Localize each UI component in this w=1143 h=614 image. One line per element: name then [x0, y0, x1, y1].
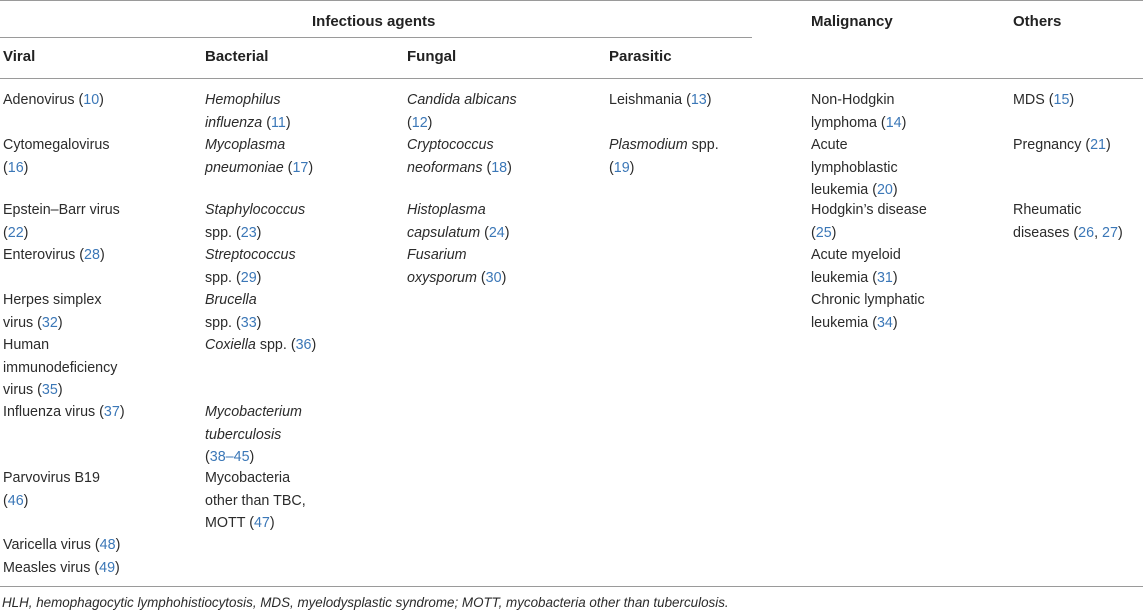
cell-line: [205, 289, 395, 312]
cell-text: Enterovirus (: [3, 247, 85, 263]
cell-line: [3, 379, 193, 402]
cell-text: (: [407, 114, 412, 131]
reference-link[interactable]: 32: [41, 314, 58, 331]
table-cell-viral: [3, 467, 193, 512]
cell-text: virus (: [3, 314, 42, 331]
table-footnote: HLH, hemophagocytic lymphohistiocytosis, MDS, myelodysplastic syndrome; MOTT, mycobacteria other than tuberculosis.: [2, 595, 729, 610]
cell-text: ): [256, 269, 262, 286]
cell-text: ): [115, 560, 120, 576]
italic-term: Brucella: [205, 292, 257, 308]
reference-link[interactable]: 46: [7, 492, 24, 509]
cell-text: ): [256, 314, 262, 331]
cell-line: [407, 112, 597, 135]
cell-line: [205, 401, 395, 424]
cell-text: Adenovirus (: [3, 92, 84, 108]
reference-link[interactable]: 37: [103, 404, 120, 420]
cell-text: ): [115, 537, 121, 553]
cell-text: spp. (: [205, 314, 241, 331]
cell-text: ): [706, 92, 712, 108]
cell-line: [3, 534, 193, 557]
cell-text: Non-Hodgkin: [811, 92, 895, 108]
header-viral: Viral: [3, 48, 36, 65]
reference-link[interactable]: 23: [240, 224, 257, 241]
table-cell-bacterial: [205, 199, 395, 244]
cell-text: ): [427, 114, 433, 131]
cell-text: spp. (: [205, 224, 241, 241]
reference-link[interactable]: 33: [240, 314, 257, 331]
bottom-rule: [0, 586, 1143, 587]
table-cell-others: [1013, 134, 1141, 157]
cell-text: Mycobacteria: [205, 470, 291, 486]
reference-link[interactable]: 27: [1102, 224, 1118, 241]
cell-line: [811, 289, 1001, 312]
cell-text: Measles virus (: [3, 560, 100, 576]
cell-line: [205, 222, 395, 245]
italic-term: Histoplasma: [407, 202, 486, 218]
cell-text: (: [480, 224, 489, 241]
header-bottom-rule: [0, 78, 1143, 79]
reference-link[interactable]: 28: [84, 247, 100, 263]
cell-text: (: [262, 114, 271, 131]
cell-line: [811, 157, 1001, 180]
table-cell-bacterial: [205, 334, 395, 357]
italic-term: Candida albicans: [407, 92, 517, 108]
cell-text: lymphoma (: [811, 114, 886, 131]
cell-text: (: [205, 449, 210, 465]
italic-term: Staphylococcus: [205, 202, 306, 218]
cell-line: [3, 490, 193, 513]
cell-text: ): [308, 159, 314, 176]
cell-text: (: [3, 492, 8, 509]
cell-text: ): [57, 314, 63, 331]
cell-text: ): [892, 182, 898, 198]
table-cell-viral: [3, 401, 193, 424]
cell-text: ): [629, 159, 635, 176]
cell-text: ): [901, 114, 907, 131]
cell-text: Herpes simplex: [3, 292, 102, 308]
header-malignancy: Malignancy: [811, 13, 893, 30]
cell-text: lymphoblastic: [811, 159, 898, 176]
cell-line: [407, 134, 597, 157]
table-cell-fungal: [407, 89, 597, 134]
cell-text: (: [3, 159, 8, 176]
cell-text: ): [23, 159, 29, 176]
cell-line: [205, 512, 395, 535]
cell-line: [811, 112, 1001, 135]
cell-line: [3, 199, 193, 222]
cell-line: [609, 157, 799, 180]
cell-text: Acute myeloid: [811, 247, 901, 263]
header-others: Others: [1013, 13, 1062, 30]
cell-line: [3, 222, 193, 245]
cell-line: [205, 424, 395, 447]
header-parasitic: Parasitic: [609, 48, 672, 65]
cell-line: [3, 89, 193, 112]
table-cell-malignancy: [811, 289, 1001, 334]
cell-text: MOTT (: [205, 515, 254, 531]
cell-text: (: [283, 159, 293, 176]
cell-text: spp.: [687, 137, 719, 153]
table-cell-bacterial: [205, 244, 395, 289]
reference-link[interactable]: 22: [7, 224, 24, 241]
cell-line: [609, 89, 799, 112]
table-cell-viral: [3, 334, 193, 402]
reference-link[interactable]: 19: [613, 159, 630, 176]
cell-line: [3, 157, 193, 180]
cell-line: [205, 467, 395, 490]
table-cell-bacterial: [205, 401, 395, 469]
italic-term: Streptococcus: [205, 247, 296, 263]
cell-line: [1013, 199, 1141, 222]
cell-text: Varicella virus (: [3, 537, 100, 553]
cell-line: [3, 357, 193, 380]
table-cell-parasitic: [609, 134, 799, 179]
cell-text: (: [811, 224, 816, 241]
cell-text: ): [249, 449, 255, 465]
cell-text: leukemia (: [811, 314, 877, 331]
cell-text: ): [269, 515, 275, 531]
italic-term: Mycoplasma: [205, 137, 286, 153]
cell-text: ): [99, 247, 105, 263]
reference-link[interactable]: 14: [885, 114, 902, 131]
cell-text: ): [831, 224, 837, 241]
cell-text: ): [892, 269, 898, 286]
cell-text: leukemia (: [811, 182, 877, 198]
header-bacterial: Bacterial: [205, 48, 269, 65]
table-cell-malignancy: [811, 134, 1001, 202]
cell-text: ): [285, 114, 291, 131]
table-cell-malignancy: [811, 89, 1001, 134]
cell-text: ): [1106, 137, 1111, 153]
cell-text: virus (: [3, 382, 42, 398]
cell-text: Hodgkin’s disease: [811, 202, 927, 218]
reference-link[interactable]: 15: [1053, 92, 1070, 108]
table-cell-fungal: [407, 134, 597, 179]
cell-line: [811, 312, 1001, 335]
cell-text: ): [504, 224, 510, 241]
cell-text: (: [476, 269, 486, 286]
table-cell-bacterial: [205, 467, 395, 535]
cell-line: [205, 334, 395, 357]
reference-link[interactable]: 35: [41, 382, 58, 398]
cell-text: ,: [1094, 224, 1103, 241]
cell-line: [1013, 89, 1141, 112]
cell-text: Acute: [811, 137, 848, 153]
cell-line: [3, 557, 193, 580]
cell-line: [407, 157, 597, 180]
reference-link[interactable]: 24: [488, 224, 505, 241]
reference-link[interactable]: 26: [1078, 224, 1095, 241]
header-infectious-agents: Infectious agents: [312, 13, 436, 30]
cell-text: spp. (: [205, 269, 241, 286]
reference-link[interactable]: 36: [295, 337, 312, 353]
reference-link[interactable]: 38–45: [209, 449, 250, 465]
italic-term: Mycobacterium: [205, 404, 302, 420]
cell-line: [811, 134, 1001, 157]
cell-text: Chronic lymphatic: [811, 292, 925, 308]
reference-link[interactable]: 11: [270, 114, 286, 131]
reference-link[interactable]: 13: [690, 92, 707, 108]
table-cell-viral: [3, 134, 193, 179]
table-cell-bacterial: [205, 134, 395, 179]
table-cell-viral: [3, 557, 193, 580]
cell-line: [3, 467, 193, 490]
reference-link[interactable]: 31: [876, 269, 893, 286]
cell-line: [407, 244, 597, 267]
cell-line: [407, 89, 597, 112]
cell-text: ): [892, 314, 898, 331]
cell-text: ): [1069, 92, 1075, 108]
table-cell-bacterial: [205, 289, 395, 334]
cell-text: Rheumatic: [1013, 202, 1082, 218]
cell-line: [3, 244, 193, 267]
table-cell-viral: [3, 89, 193, 112]
italic-term: tuberculosis: [205, 426, 282, 443]
cell-text: Parvovirus B19: [3, 470, 100, 486]
table-cell-fungal: [407, 199, 597, 244]
cell-text: ): [501, 269, 507, 286]
cell-line: [811, 199, 1001, 222]
cell-text: leukemia (: [811, 269, 877, 286]
cell-line: [3, 334, 193, 357]
reference-link[interactable]: 48: [99, 537, 116, 553]
italic-term: Hemophilus: [205, 92, 281, 108]
italic-term: oxysporum: [407, 269, 477, 286]
cell-text: ): [23, 492, 29, 509]
cell-line: [205, 199, 395, 222]
cell-text: ): [507, 159, 512, 176]
table-cell-viral: [3, 289, 193, 334]
table-cell-bacterial: [205, 89, 395, 134]
top-rule: [0, 0, 1143, 1]
cell-line: [811, 89, 1001, 112]
cell-line: [811, 222, 1001, 245]
reference-link[interactable]: 21: [1090, 137, 1106, 153]
reference-link[interactable]: 18: [491, 159, 508, 176]
cell-line: [3, 312, 193, 335]
cell-text: ): [256, 224, 262, 241]
reference-link[interactable]: 47: [253, 515, 270, 531]
cell-line: [3, 134, 193, 157]
reference-link[interactable]: 17: [292, 159, 309, 176]
cell-line: [3, 401, 193, 424]
cell-text: Leishmania (: [609, 92, 691, 108]
cell-line: [407, 199, 597, 222]
cell-text: diseases (: [1013, 224, 1079, 241]
cell-text: Epstein–Barr virus: [3, 202, 120, 218]
cell-text: ): [311, 337, 317, 353]
table-cell-fungal: [407, 244, 597, 289]
cell-text: spp. (: [255, 337, 296, 353]
cell-line: [407, 267, 597, 290]
reference-link[interactable]: 30: [485, 269, 502, 286]
italic-term: Coxiella: [205, 337, 256, 353]
cell-line: [811, 244, 1001, 267]
cell-line: [205, 157, 395, 180]
table-cell-viral: [3, 244, 193, 267]
cell-line: [205, 89, 395, 112]
cell-text: ): [99, 92, 104, 108]
cell-text: ): [1117, 224, 1123, 241]
table-cell-others: [1013, 89, 1141, 112]
group-underline-rule: [0, 37, 752, 38]
italic-term: capsulatum: [407, 224, 481, 241]
table-cell-malignancy: [811, 244, 1001, 289]
header-fungal: Fungal: [407, 48, 457, 65]
cell-text: ): [57, 382, 63, 398]
cell-line: [205, 446, 395, 469]
cell-text: (: [3, 224, 8, 241]
cell-text: MDS (: [1013, 92, 1054, 108]
cell-text: (: [482, 159, 492, 176]
cell-line: [205, 244, 395, 267]
cell-text: (: [609, 159, 614, 176]
table-cell-others: [1013, 199, 1141, 244]
italic-term: Plasmodium: [609, 137, 688, 153]
cell-text: ): [23, 224, 29, 241]
table-cell-parasitic: [609, 89, 799, 112]
cell-text: Influenza virus (: [3, 404, 104, 420]
reference-link[interactable]: 29: [240, 269, 257, 286]
cell-line: [811, 267, 1001, 290]
reference-link[interactable]: 49: [99, 560, 116, 576]
reference-link[interactable]: 20: [876, 182, 893, 198]
cell-text: Pregnancy (: [1013, 137, 1091, 153]
reference-link[interactable]: 12: [411, 114, 428, 131]
cell-text: other than TBC,: [205, 492, 306, 509]
cell-line: [407, 222, 597, 245]
reference-link[interactable]: 25: [815, 224, 832, 241]
italic-term: pneumoniae: [205, 159, 284, 176]
reference-link[interactable]: 16: [7, 159, 24, 176]
italic-term: Cryptococcus: [407, 137, 494, 153]
cell-line: [205, 134, 395, 157]
cell-line: [609, 134, 799, 157]
cell-text: immunodeficiency: [3, 359, 118, 376]
reference-link[interactable]: 10: [83, 92, 100, 108]
table-cell-malignancy: [811, 199, 1001, 244]
cell-line: [1013, 134, 1141, 157]
table-cell-viral: [3, 199, 193, 244]
table-cell-viral: [3, 534, 193, 557]
cell-line: [205, 112, 395, 135]
cell-line: [1013, 222, 1141, 245]
italic-term: neoformans: [407, 159, 483, 176]
cell-text: Cytomegalovirus: [3, 137, 110, 153]
reference-link[interactable]: 34: [876, 314, 893, 331]
cell-line: [205, 267, 395, 290]
cell-line: [205, 312, 395, 335]
cell-text: Human: [3, 337, 50, 353]
cell-line: [205, 490, 395, 513]
italic-term: influenza: [205, 114, 263, 131]
italic-term: Fusarium: [407, 247, 467, 263]
cell-text: ): [119, 404, 125, 420]
cell-line: [3, 289, 193, 312]
